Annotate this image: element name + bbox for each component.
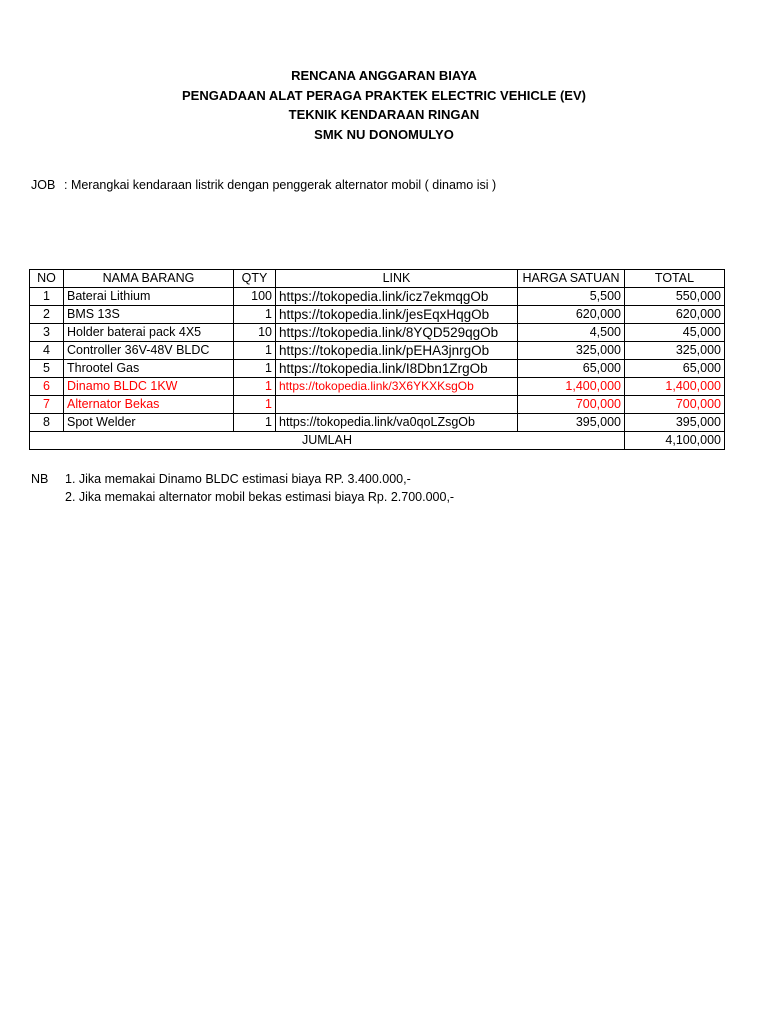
- cell-total: 700,000: [625, 396, 725, 414]
- cell-no: 5: [30, 360, 64, 378]
- cell-link[interactable]: https://tokopedia.link/jesEqxHqgOb: [276, 306, 518, 324]
- cell-price: 620,000: [518, 306, 625, 324]
- cell-price: 700,000: [518, 396, 625, 414]
- cell-total: 395,000: [625, 414, 725, 432]
- job-text: : Merangkai kendaraan listrik dengan penggerak alternator mobil ( dinamo isi ): [64, 178, 497, 192]
- header-no: NO: [30, 270, 64, 288]
- table-row: [30, 378, 725, 396]
- cell-qty: 1: [234, 306, 276, 324]
- cell-no: 6: [30, 378, 64, 396]
- sum-total: 4,100,000: [625, 432, 725, 450]
- cell-link: [276, 396, 518, 414]
- table-header-row: [30, 270, 725, 288]
- cell-link[interactable]: https://tokopedia.link/8YQD529qgOb: [276, 324, 518, 342]
- header-subtitle: PENGADAAN ALAT PERAGA PRAKTEK ELECTRIC VEHICLE (EV): [182, 87, 586, 103]
- cell-qty: 1: [234, 378, 276, 396]
- cell-name: Dinamo BLDC 1KW: [64, 378, 234, 396]
- table-sum-row: [30, 432, 725, 450]
- job-label: JOB: [31, 178, 56, 192]
- budget-table: [29, 269, 725, 450]
- cell-no: 1: [30, 288, 64, 306]
- table-row: [30, 306, 725, 324]
- cell-qty: 1: [234, 414, 276, 432]
- cell-name: Holder baterai pack 4X5: [64, 324, 234, 342]
- table-row: [30, 360, 725, 378]
- cell-link[interactable]: https://tokopedia.link/icz7ekmqgOb: [276, 288, 518, 306]
- header-nama-barang: NAMA BARANG: [64, 270, 234, 288]
- note-line-1: 1. Jika memakai Dinamo BLDC estimasi biaya RP. 3.400.000,-: [65, 472, 411, 486]
- cell-total: 325,000: [625, 342, 725, 360]
- cell-name: Throotel Gas: [64, 360, 234, 378]
- cell-name: Spot Welder: [64, 414, 234, 432]
- cell-link[interactable]: https://tokopedia.link/va0qoLZsgOb: [276, 414, 518, 432]
- cell-price: 325,000: [518, 342, 625, 360]
- cell-qty: 1: [234, 342, 276, 360]
- table-row: [30, 396, 725, 414]
- cell-total: 620,000: [625, 306, 725, 324]
- cell-name: Baterai Lithium: [64, 288, 234, 306]
- cell-link[interactable]: https://tokopedia.link/I8Dbn1ZrgOb: [276, 360, 518, 378]
- cell-qty: 100: [234, 288, 276, 306]
- cell-qty: 1: [234, 396, 276, 414]
- cell-no: 3: [30, 324, 64, 342]
- cell-price: 65,000: [518, 360, 625, 378]
- cell-no: 7: [30, 396, 64, 414]
- job-description: [31, 178, 496, 192]
- header-link: LINK: [276, 270, 518, 288]
- cell-qty: 10: [234, 324, 276, 342]
- notes-label: NB: [31, 472, 49, 486]
- cell-no: 2: [30, 306, 64, 324]
- header-school: SMK NU DONOMULYO: [314, 126, 454, 142]
- table-row: [30, 324, 725, 342]
- cell-price: 5,500: [518, 288, 625, 306]
- cell-no: 4: [30, 342, 64, 360]
- cell-name: BMS 13S: [64, 306, 234, 324]
- header-total: TOTAL: [625, 270, 725, 288]
- cell-link[interactable]: https://tokopedia.link/3X6YKXKsgOb: [276, 378, 518, 396]
- table-row: [30, 342, 725, 360]
- table-row: [30, 414, 725, 432]
- cell-no: 8: [30, 414, 64, 432]
- document-header: [0, 66, 768, 144]
- sum-label: JUMLAH: [30, 432, 625, 450]
- cell-qty: 1: [234, 360, 276, 378]
- header-qty: QTY: [234, 270, 276, 288]
- cell-name: Controller 36V-48V BLDC: [64, 342, 234, 360]
- cell-total: 65,000: [625, 360, 725, 378]
- header-harga-satuan: HARGA SATUAN: [518, 270, 625, 288]
- cell-total: 45,000: [625, 324, 725, 342]
- header-title: RENCANA ANGGARAN BIAYA: [291, 68, 477, 83]
- cell-price: 395,000: [518, 414, 625, 432]
- cell-total: 1,400,000: [625, 378, 725, 396]
- cell-link[interactable]: https://tokopedia.link/pEHA3jnrgOb: [276, 342, 518, 360]
- cell-price: 1,400,000: [518, 378, 625, 396]
- cell-name: Alternator Bekas: [64, 396, 234, 414]
- table-row: [30, 288, 725, 306]
- cell-price: 4,500: [518, 324, 625, 342]
- note-line-2: 2. Jika memakai alternator mobil bekas estimasi biaya Rp. 2.700.000,-: [65, 490, 455, 504]
- header-department: TEKNIK KENDARAAN RINGAN: [288, 107, 480, 122]
- cell-total: 550,000: [625, 288, 725, 306]
